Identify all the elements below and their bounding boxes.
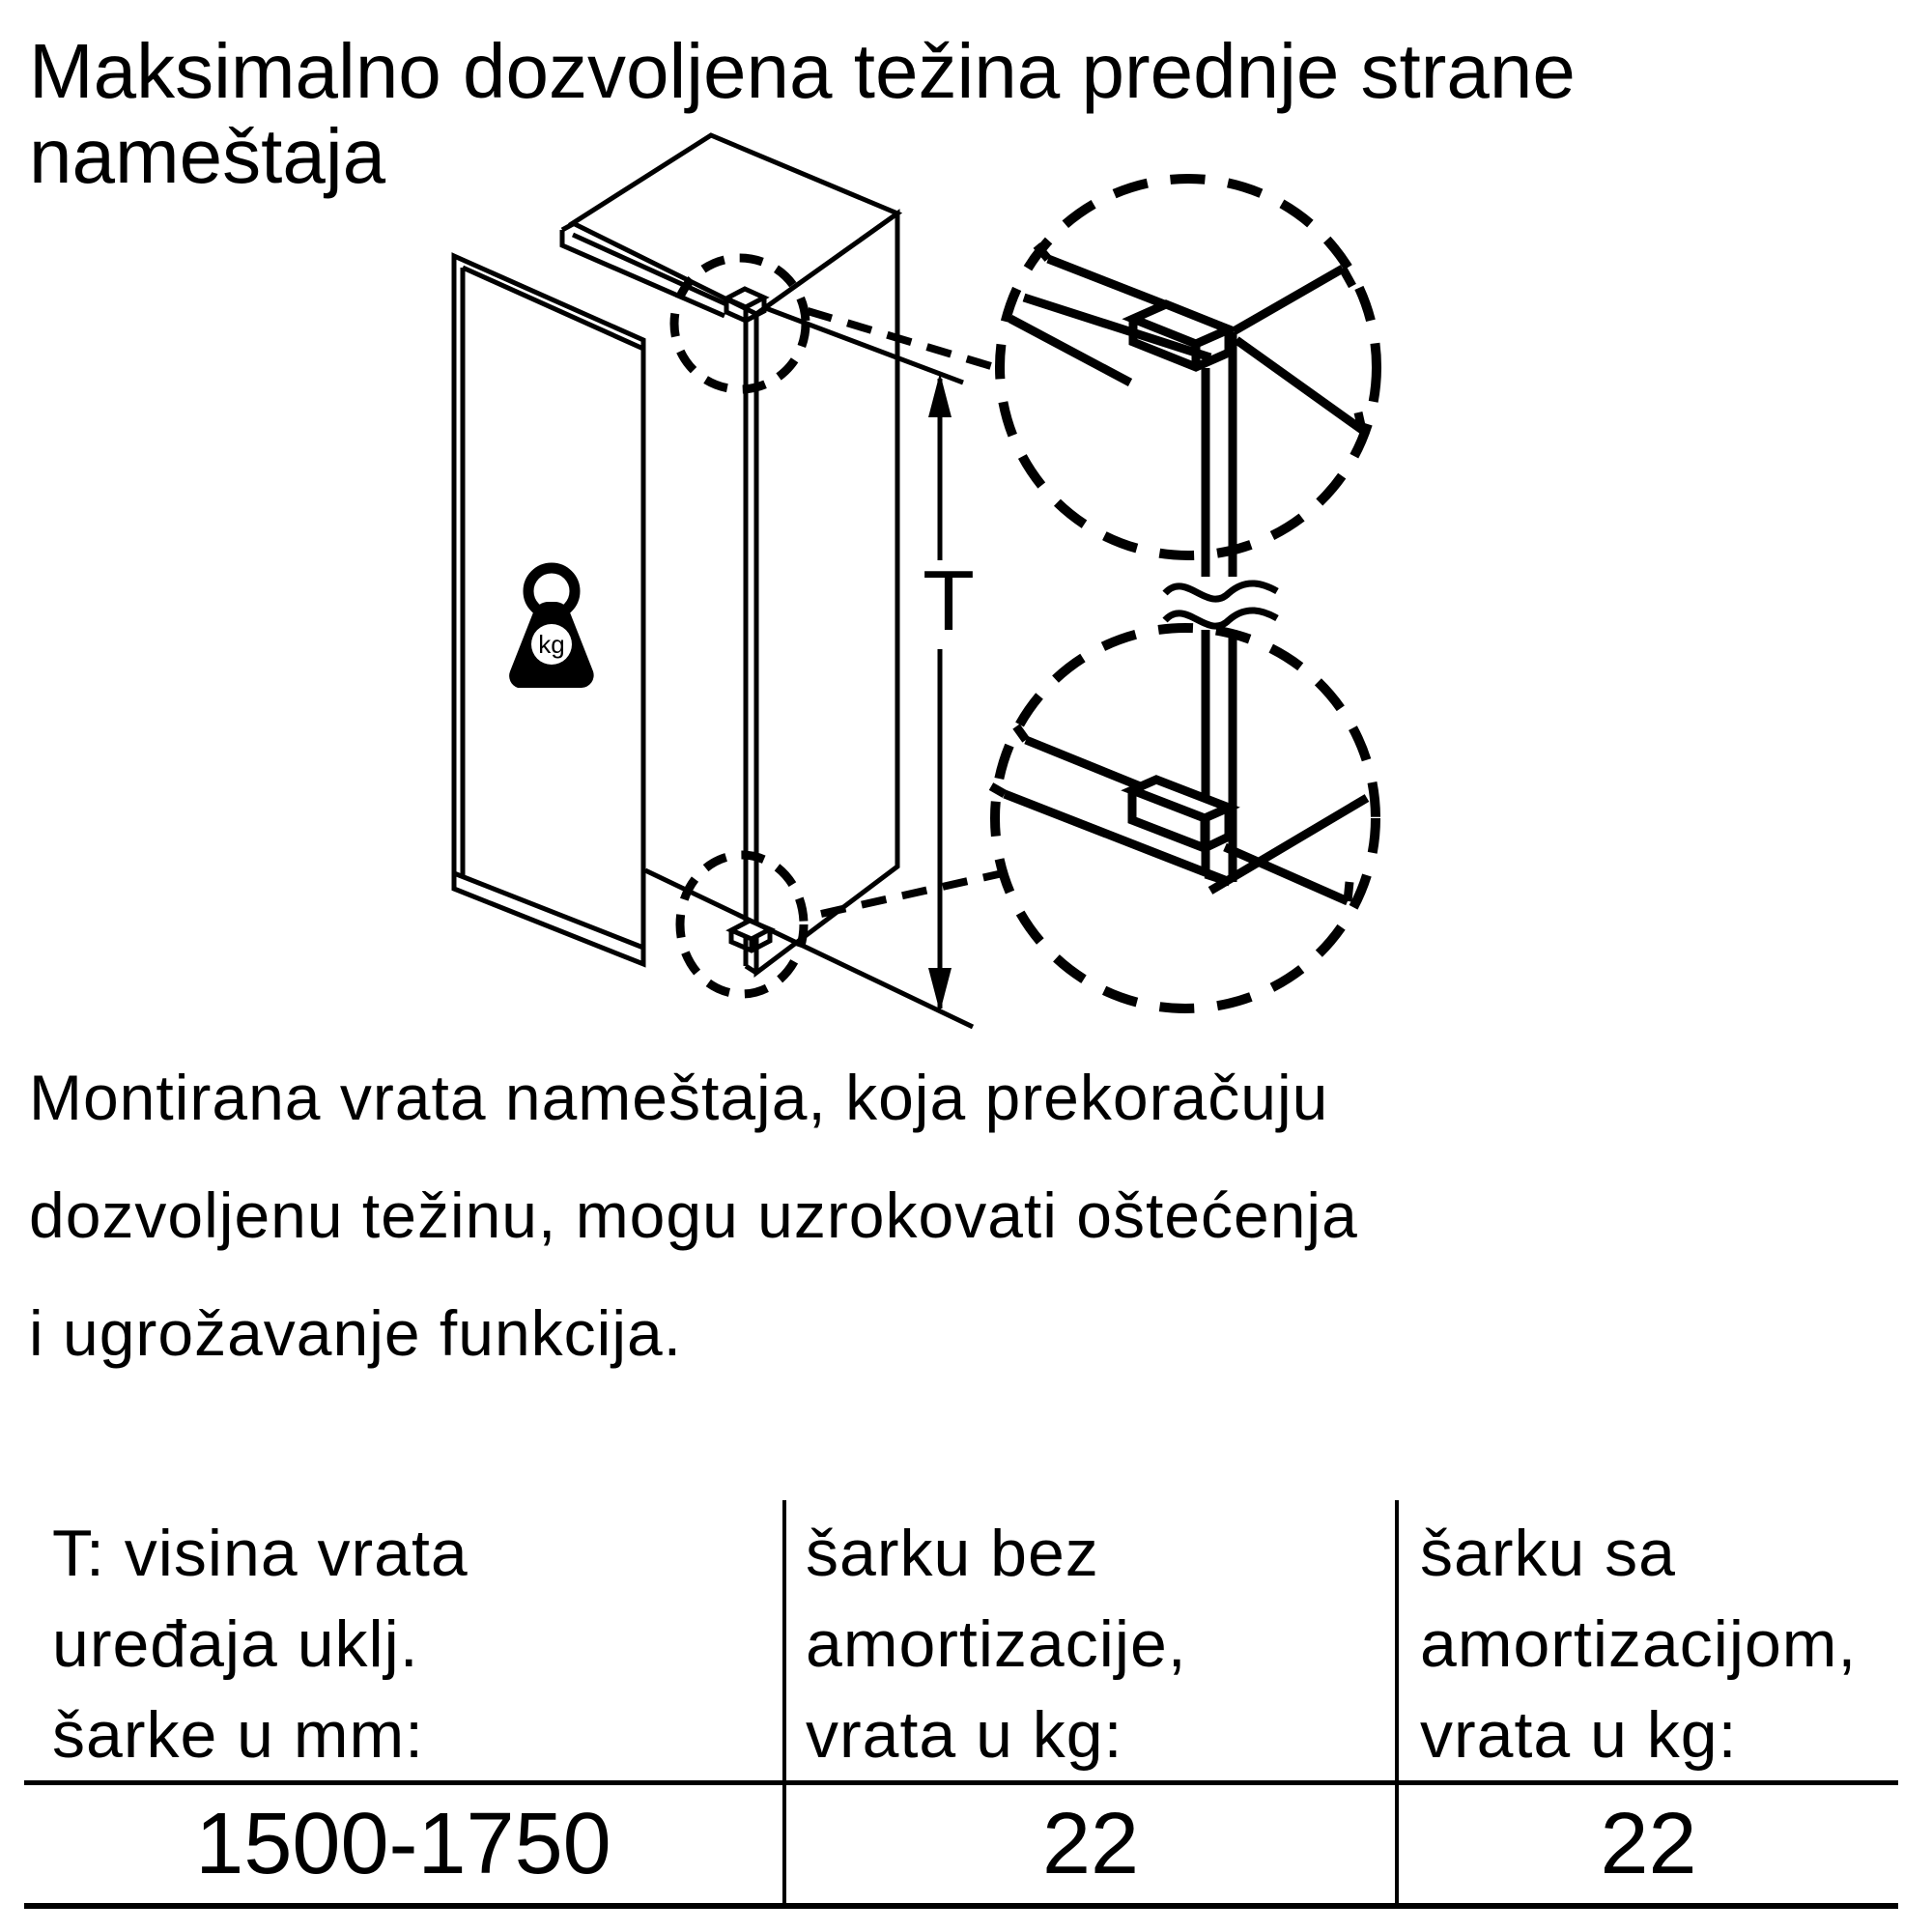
warning-line2: dozvoljenu težinu, mogu uzrokovati oštećenja: [29, 1179, 1358, 1251]
header-line: šarku bez: [806, 1517, 1099, 1590]
bottom-hinge-detail-view: [991, 628, 1376, 1009]
value-weight-with-damping: 22: [1395, 1785, 1898, 1903]
value-door-height-range: 1500-1750: [195, 1795, 611, 1892]
warning-line1: Montirana vrata nameštaja, koja prekoračuju: [29, 1062, 1329, 1133]
weight-unit-label: kg: [538, 630, 565, 659]
warning-paragraph: [29, 1038, 1864, 1392]
table-header-hinge-with-damping: [1395, 1500, 1898, 1780]
header-line: šarke u mm:: [52, 1698, 425, 1772]
header-text: [1420, 1508, 1898, 1690]
top-hinge-detail-view: [1000, 179, 1377, 577]
table-header-row: [24, 1500, 1898, 1780]
header-line: uređaja uklj.: [52, 1607, 419, 1681]
door-weight-table: [24, 1500, 1898, 1909]
warning-line3: i ugrožavanje funkcija.: [29, 1297, 683, 1369]
break-symbol: [1165, 583, 1277, 626]
header-text: [806, 1508, 1395, 1690]
dimension-T-label: T: [923, 553, 975, 648]
page-title-line1: Maksimalno dozvoljena težina prednje strane: [29, 28, 1576, 114]
value-weight-without-damping: 22: [782, 1785, 1395, 1903]
header-line: T: visina vrata: [52, 1517, 469, 1590]
header-text: [52, 1508, 782, 1690]
page-title-line2: nameštaja: [29, 113, 386, 199]
header-line: vrata u kg:: [1420, 1698, 1738, 1772]
table-header-door-height: [24, 1500, 782, 1780]
header-line: vrata u kg:: [806, 1698, 1123, 1772]
header-line: šarku sa: [1420, 1517, 1676, 1590]
table-value-row: [24, 1780, 1898, 1909]
table-header-hinge-without-damping: [782, 1500, 1395, 1780]
header-line: amortizacijom,: [1420, 1607, 1858, 1681]
header-line: amortizacije,: [806, 1607, 1187, 1681]
